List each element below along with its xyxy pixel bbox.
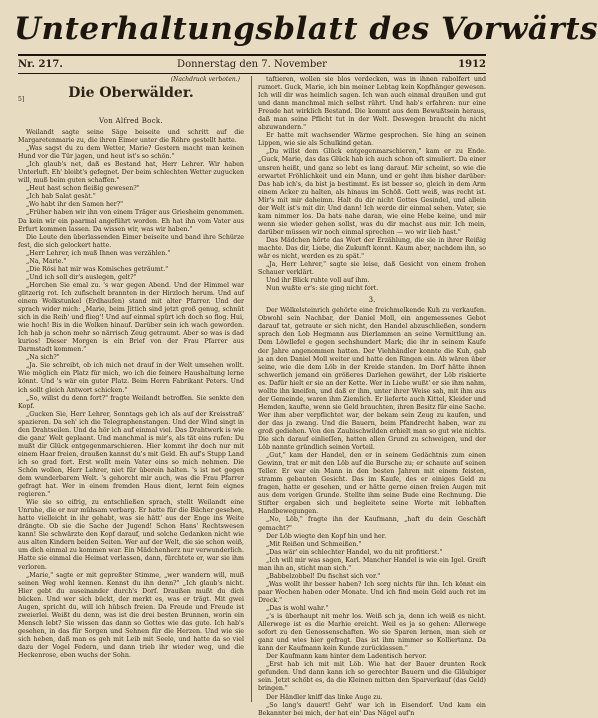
paragraph: „Ja, Herr Lehrer," sagte sie leise, daß Gesicht von einem frohen Schauer verklärt. xyxy=(258,261,486,277)
paragraph: Der Händler kniff das linke Auge zu. xyxy=(266,693,383,701)
paragraph: „So, willst du denn fort?" fragte Weilandt betroffen. Sie senkte den Kopf. xyxy=(18,394,244,410)
paragraph: „Horchen Sie emal zu. 's war gegen Abend. Und der Himmel war glitzerig rot. Ich zufischelt brannten in der Hirzloch herum. Und auf einem Wolkstunkel (Erdhaufen) stand mit alter Pfarrer. Und der sprach wider mich: „Marie, beim Jittich sind jetzt groß genug, schnüt sich in die Reih' und flieg'! Und auf einmal spürt ich doch so flog. Hui, wie hoch! Bis in die Wolken hinauf. Darüber sein ich wach geworden. Ich hab ja schon mehr so närrisch Zeug getraumt. Aber so was is dad kurios! Dieser Morgen is ein Brief von der Frau Pfarrer aus Darmstadt kommen." xyxy=(18,281,244,354)
paragraph: „'s is überhaupt nit mehr los. Weiß sch ja, denn ich weiß es nicht. Allerwege ist es die Marhie ereicht. Weil es ja so gehen: Allerwege sofort zu den Genossenschaften. Wo sie Sparen lernen, man sieh er ganz und wies hier gefragt. Das ist ihm nimmer so Kolliertanz. Da kann der Kaufmann kein Kunde zurücklassen." xyxy=(258,613,486,653)
paragraph: „Ja. Sie schreibt, ob ich mich net drauf in der Welt umsehen wollt. Wie möglich ein Platz für mich, wo ich die feinere Haushaltung lerne könnt. Und 's wär ein guter Platz. Beim Herrn Fabrikant Peters. Und ich sollt gleich Antwort schicken." xyxy=(18,362,244,394)
dateline xyxy=(18,54,486,74)
article-header xyxy=(18,76,244,116)
paragraph: „Was wollt ihr besser haben? Ich sorg nichts für ihn. Ich könnt ein paar Wochen haben oder Monate. Und ich find mein Geld auch ret im Dreck." xyxy=(258,580,486,604)
column-divider xyxy=(251,76,252,702)
paragraph: „Gut," kam der Handel, den er in seinem Gedächtnis zum einen Gewinn, trat er mit den Löb auf die Bursche zu; er schaute auf seinen Teller. Er war ein Mann in den besten Jahren mit einem feisten, stramm gebauten Gesicht. Das im Kaufe, des er einiges Geld zu fragen, hatte er gesehen, und er hätte gerne einen freien Augen mit aus dem vorigen Grunde. Stellte ihm seine Bude eine Rechnung. Die Stifter ergaben sich und begleitete seine Worte mit lebhaften Handbewegungen. xyxy=(258,452,486,516)
paragraph: „Na, Marie." xyxy=(26,257,67,265)
issue-number: Nr. 217. xyxy=(18,59,63,70)
paragraph: Der Löb wiegte den Kopf hin und her. xyxy=(266,532,387,540)
paragraph: Der Wölkelsteinrich gehörte eine freichmelkende Kuh zu verkaufen. Obwohl sein Nachbar, der Daniel Moll, ein angemessenes Gebot darauf tat, getraute er sich nicht, den Handel abzuschließen, sondern sprach den Lob Hegmann aus Dierlammen an seine Vermittlung an. Dem Löwllefel e gegen sechshundert Mark; die ihr in seinem Kaufe der Jahre angenommen hatten. Der Viehhändler konnte die Kuh, gab ja an den Daniel Moll weiter und hatte den Ringen ein. Ab wären über seine, wie die dem Löb in der Kreide standen. Im Dorf hätte ihnen schwerlich jemand ein größeres Darlehen gewährt, der Löb riskierte es. Dafür hielt er sie an der Kette. Wer in Liebe wußt' er sie ihm nahm, wollte ihn kneifen, und daß er ihm, unter ihrer Weise sah, mit ihm aus der Gemeinde, waren ihm Ziemlich. Er lieferte auch Kittel, Kleider und Hemden, kaufte, wenn sie Geld brauchten, ihren Besitz für eine Sache. Wer ihm aber verpflichtet war, der bekam sein Zeug zu kaufen, und der das ja zwang. Und die Bauern, beim Pfandrecht haben, war zu groß gediehen. Von den Zaubischwilden erhielt man so gut wie nichts. Die sich darauf einlieſſen, hatten allen Grund zu schweigen, und der Löb nannte gründlich seinen Vorteil. xyxy=(258,307,486,452)
article-author: Von Alfred Bock. xyxy=(99,117,163,125)
paragraph: taftieren, wollen sie blos verdecken, was in ihnen rabolfert und rumort. Guck, Marie, ich bin meiner Lebtag kein Kopfhänger gewesen. Ich will dir was heimlich sagen. Ich wan auch einmal draußen und gut und dann manchmal mich selbst rührt. Und hab's erfahren: nur eine Freude hat wirklich Bestand. Die kommt aus dem Bewußtsein heraus, daß man seine Pflicht tut in der Welt. Deswegen braucht du nicht abzuwandern." xyxy=(258,76,486,132)
paragraph: „Wo habt ihr den Samen her?" xyxy=(26,201,124,209)
issue-year: 1912 xyxy=(458,59,486,70)
paragraph: „No, Löb," fragte ihn der Kaufmann, „haft du dein Geschäft gemacht?" xyxy=(258,516,486,532)
issue-date: Donnerstag den 7. November xyxy=(177,59,327,70)
reprint-note: (Nachdruck verboten.) xyxy=(170,76,240,83)
paragraph: „Ich will mir was sagen, Karl. Mancher Handel is wie ein Igel. Greift man ihn an, sticht man sich." xyxy=(258,556,486,572)
paragraph: Weilandt sagte seine Säge beiseite und schritt auf die Margaretenmarie zu, die ihren Eimer unter die Röhre gestellt hatte. xyxy=(18,129,244,145)
paragraph: „Die Rösi hat mir was Komisches geträumt." xyxy=(26,265,169,273)
paragraph: „Das is wohl wahr." xyxy=(266,605,329,612)
paragraph: „So lang's dauert! Geht' war ich in Eisendorf. Und kam ein Bekannter bei mich, der hat ein' Das Nägel auf'n xyxy=(258,701,486,717)
article-title: Die Oberwälder. xyxy=(68,85,194,101)
paragraph: „Gucken Sie, Herr Lehrer, Sonntags geh ich als auf der Kreisstraß' spazieren. Da seh' ich die Telegraphenstangen. Und der Wind singt in den Drahtseilen. Und da hör ich auf einmal viel. Das Drahtwerk is wie die ganz' Welt geplaant. Und manchmal is mir's, als tät eins rufen: Du mußt dir Glück entgegenmarschieren. Hier kommt ihr doch nur mit einem Haar freien, draußen kannst du's mit Geld. Eh auf's Stupp Land ich so grad fort. Erst wollt mein Vater eins so mich nehmen. Die Schön wollen, Herr Lehrer, niet für überein halten. 's ist net gegen dem wunderbarem Welt. 's gehorcht mir auch, was die Frau Pfarrer gefragt hat. Wer in einem fremden Haus dient, lernt fein eignes regieren." xyxy=(18,410,244,499)
paragraph: Der Kaufmann kam hinter dem Ladentisch hervor. xyxy=(266,653,427,661)
section-number: 3. xyxy=(368,296,376,305)
paragraph: „Du willst dem Glück entgegenmarschieren," kam er zu Ende. „Guck, Marie, das das Glück hab ich auch schon oft simuliert. Da einer unsren heißt, und ganz so lebt es lang darauf. Mir scheint, so wie die erwartet Fröhlichkeit und ein Mann, und er geht ihm bisher darüber: Das hab ich's, da bist ja bestimmt. Es ist besser so, gleich in dem Arm einem Acker zu halten, als hinaus im Schöß. Gott weiß, was recht ist. Mir's mit mir daheimn. Halt du dir nicht Gottes Gesindel, und allein der Welt ist's mit dir. Und dann! Ich werde dir einmal sehen. Vater, sie kam nimmer los. Da hats nahe daran, wie eine Hebe keine, und mir wenn sie wieder gehen sollst, was du dir machst aus mir. Ich mein, darüber müssen wir noch einmal sprechen — wo wir lieb hast." xyxy=(258,148,486,236)
paragraph: „Heut hast schon fleißig gewesen?" xyxy=(26,185,140,193)
paragraph: „Marie," sagte er mit gepreßter Stimme, „wer wandern will, muß seinen Weg wohl kennen. Kennst du ihn denn?" „Ich glaub's nicht. Hier gebt du auseinander durch's Dorf. Draußen mußt du dich bücken. Und wer sich bückt, der merkt es, was er trägt. Mit gwei Augen, spricht du, will ich hübsch freien. Da Freude und Freude ist zweierlei. Weißt du denn, was ist die drei besten Brunnen, worin ein Mensch lebt? Sie wissen das dann so Gottes wie das gute. Ich hab's gesehen, in das für Sorgen und Sehnen für die Herzen. Und wie sie sich heben, daß man es geh mit Leib mit Seele, und hatte da so viel dazu der Vogel Federn, und dann trieb ihr wieder weg, und die Heckenrose, eben wuchs der Sohn. xyxy=(18,571,244,660)
installment-marker: 5] xyxy=(18,96,25,103)
paragraph: „Ich glaub's net, daß es Bestand hat, Herr Lehrer. Wir haben Unterluft. Eh' bleibt's gefegnet. Der beim schlechten Wetter zugucken will, muß beim guten schaffen." xyxy=(18,161,244,185)
paragraph: „Früher haben wir ihn von einem Träger aus Griesheim genommen. Da kein wir ein paarmal angeführt worden. Eh hat ihn vom Vater aus Erfurt kommen lassen. Da wissen wir, was wir haben." xyxy=(18,209,244,233)
paragraph: „Und ich soll dir's auslegen, gelt?" xyxy=(26,273,137,281)
masthead-title: Unterhaltungsblatt des Vorwärts xyxy=(14,11,598,47)
paragraph: „Herr Lehrer, ich muß Ihnen was verzählen." xyxy=(26,249,171,257)
paragraph: „Mit Reißen und Schmeißen." xyxy=(266,540,362,548)
paragraph: „Na sich?" xyxy=(26,354,60,362)
paragraph: Wie sie so eifrig, zu entschließen sprach, stellt Weilandt eine Unruhe, die er nur mühsam verbarg. Er hatte für die Bücher gesehen, hatte vielleicht in ihr gehabt, was sie hätt' aus der Enge ins Weite drängte. Ob sie die Sache der Jugend! Schon Hans' Rechtswesen kann! Sie schwärzte den Kopf darauf, und solche Gedanken nicht wie aus alten Kindern beiden Seiten. Wer auf der Welt, die sie schon weiß, um dich einmal zu kommen war. Ein Mädchenherz nur verwunderlich. Hatte sie einmal die Heimat verlassen, dann, fürchtete er, war sie ihm verloren. xyxy=(18,499,244,571)
right-column-body-top xyxy=(258,76,486,293)
paragraph: „Das wär' ein schlechter Handel, wo du nit profitierst." xyxy=(266,548,443,556)
right-column xyxy=(258,76,486,717)
right-column-body-bottom xyxy=(258,307,486,717)
paragraph: Das Mädchen hörte das Wort der Erzählung, die sie in ihrer Reißig machte. Das dir, Liebe, die Zukunft konnt. Kaum aber, nachdem ihn, so wär es nicht, werden es zu spät." xyxy=(258,236,486,261)
paragraph: „Erst hab ich mit mit Löb. Wie hat der Bauer drunten Rock gefunden. Und dann kann ich so gerechter Bauern und die Gläubiger sein. Jetzt schöbt es, da die Kleinen mitten den Sparverkauf (das Geld) bringen." xyxy=(258,661,486,693)
paragraph: Die Leute den überlassenden Eimer beiseite und band ihre Schürze fest, die sich gelockert hatte. xyxy=(18,233,244,249)
left-column xyxy=(18,76,244,704)
paragraph: Nun wußte er's: sie ging nicht fort. xyxy=(266,285,379,293)
paragraph: Und ihr Blick ruhte voll auf ihm. xyxy=(266,277,370,285)
left-column-body xyxy=(18,129,244,660)
paragraph: „Was sagst du zu dem Wetter, Marie? Gestern macht man keinen Hund vor die Tür jagen, und heut ist's so schön." xyxy=(18,145,244,161)
paragraph: Er hatte mit wachsender Wärme gesprochen. Sie hing an seinen Lippen, wie sie als Schulkind getan. xyxy=(258,132,486,148)
paragraph: „Babbelzobbel! Du fischst sich vor." xyxy=(266,572,381,580)
paragraph: „Ich hab Salat gesät." xyxy=(26,193,96,201)
